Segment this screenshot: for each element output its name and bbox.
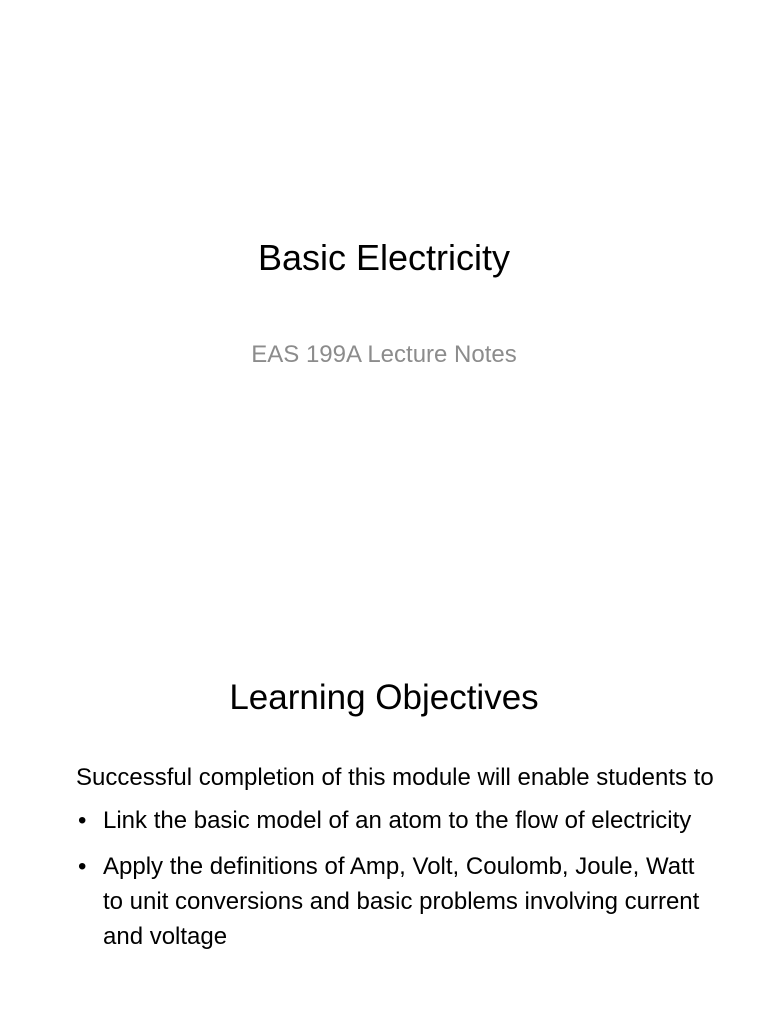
list-item-text: Apply the definitions of Amp, Volt, Coulomb, Joule, Watt to unit conversions and basic problems involving current and voltage: [103, 853, 700, 950]
list-item: [76, 803, 716, 838]
slide-title: Learning Objectives: [229, 678, 539, 717]
bullet-icon: •: [78, 853, 87, 880]
objectives-list: [76, 803, 716, 954]
bullet-icon: •: [78, 807, 87, 834]
intro-text: Successful completion of this module will enable students to: [76, 764, 714, 791]
list-item: [76, 849, 716, 954]
list-item-text: Link the basic model of an atom to the flow of electricity: [103, 807, 692, 834]
learning-objectives-slide: [0, 576, 768, 1024]
slide-body: [76, 760, 716, 965]
slide-title: Basic Electricity: [257, 237, 511, 278]
slide-subtitle: EAS 199A Lecture Notes: [251, 341, 517, 368]
